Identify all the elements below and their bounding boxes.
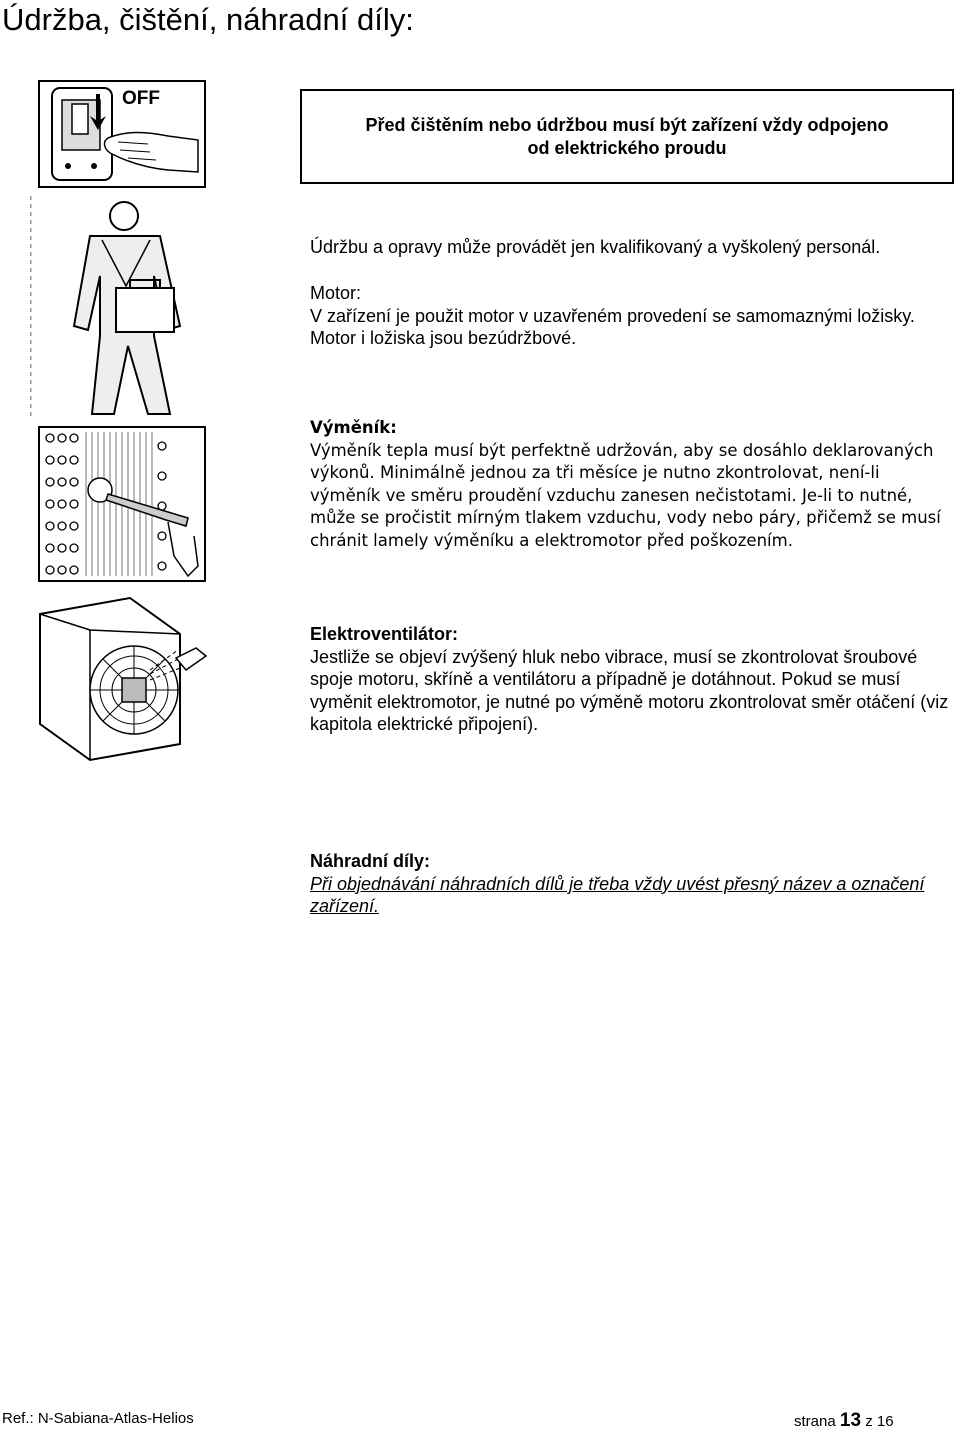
page-sep: z bbox=[865, 1413, 873, 1430]
heat-exchanger-icon bbox=[38, 426, 206, 582]
off-label: OFF bbox=[122, 88, 160, 109]
motor-section bbox=[310, 282, 950, 350]
heat-exchanger-cleaning-illustration bbox=[38, 426, 206, 582]
power-switch-off-illustration bbox=[38, 80, 206, 188]
spare-parts-text: Při objednávání náhradních dílů je třeba vždy uvést přesný název a označení zařízení. bbox=[310, 873, 925, 917]
motor-text: V zařízení je použit motor v uzavřeném provedení se samomaznými ložisky. Motor i ložiska jsou bezúdržbové. bbox=[310, 305, 915, 349]
warning-line-1: Před čištěním nebo údržbou musí být zařízení vždy odpojeno bbox=[365, 114, 889, 135]
spare-parts-section bbox=[310, 850, 950, 918]
warning-line-2: od elektrického proudu bbox=[527, 137, 727, 158]
motor-heading-colon: : bbox=[356, 283, 362, 303]
motor-heading: Motor bbox=[310, 283, 357, 303]
exchanger-text: Výměník tepla musí být perfektně udržován, aby se dosáhlo deklarovaných výkonů. Minimálně jednou za tři měsíce je nutno zkontrolovat, není-li výměník ve směru proudění vzduchu zanesen nečistotami. Je-li to nutné, může se pročistit mírným tlakem vzduchu, vody nebo páry, přičemž se musí chránit lamely výměníku a elektromotor před poškozením. bbox=[310, 440, 941, 550]
page-number: 13 bbox=[839, 1410, 862, 1431]
warning-box bbox=[300, 89, 954, 184]
personnel-text: Údržbu a opravy může provádět jen kvalifikovaný a vyškolený personál. bbox=[310, 237, 881, 257]
exchanger-heading: Výměník: bbox=[310, 418, 397, 437]
page-prefix: strana bbox=[794, 1413, 836, 1430]
exchanger-section bbox=[310, 417, 950, 553]
footer-page bbox=[794, 1410, 894, 1432]
footer-ref: Ref.: N-Sabiana-Atlas-Helios bbox=[2, 1410, 194, 1427]
page-title: Údržba, čištění, náhradní díly: bbox=[2, 2, 414, 37]
page-total: 16 bbox=[876, 1413, 894, 1430]
fan-text: Jestliže se objeví zvýšený hluk nebo vibrace, musí se zkontrolovat šroubové spoje motoru, skříně a ventilátoru a případně je dotáhnout. Pokud se musí vyměnit elektromotor, je nutné po výměně motoru zkontrolovat směr otáčení (viz kapitola elektrické připojení). bbox=[310, 646, 949, 735]
fan-icon bbox=[30, 594, 212, 764]
spare-parts-heading: Náhradní díly: bbox=[310, 851, 431, 871]
technician-icon bbox=[30, 196, 210, 416]
fan-heading: Elektroventilátor: bbox=[310, 624, 459, 644]
fan-unit-illustration bbox=[30, 594, 212, 764]
fan-section bbox=[310, 623, 950, 736]
technician-illustration bbox=[30, 196, 210, 416]
